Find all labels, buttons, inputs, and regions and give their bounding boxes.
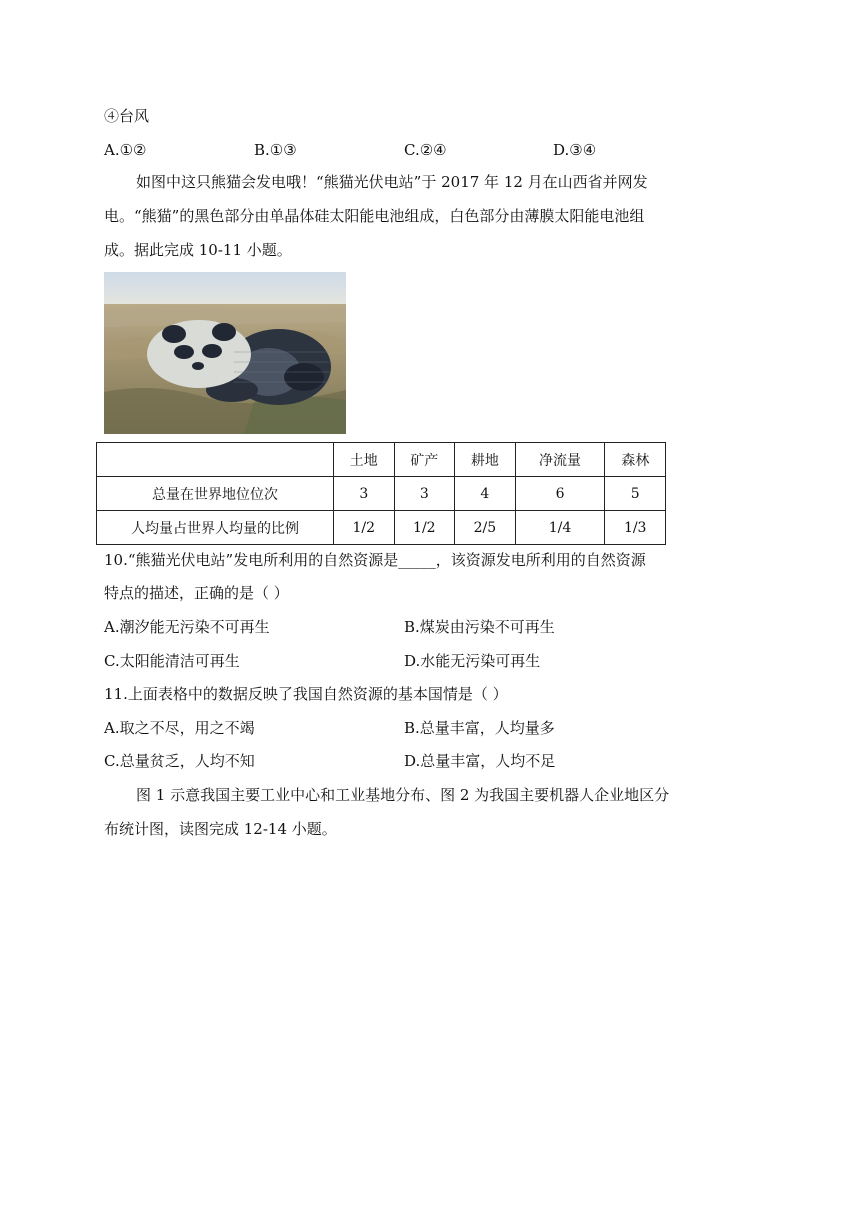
table-header-cell: 土地	[334, 443, 395, 477]
table-cell: 1/4	[515, 511, 605, 545]
table-row	[97, 477, 666, 511]
table-cell: 5	[605, 477, 666, 511]
table-header-cell: 耕地	[455, 443, 516, 477]
table-row-label: 总量在世界地位位次	[97, 477, 334, 511]
resource-table	[96, 442, 666, 545]
q11-option-a: A.取之不尽，用之不竭	[104, 719, 255, 737]
table-cell: 1/2	[334, 511, 395, 545]
q11-option-d: D.总量丰富，人均不足	[404, 752, 556, 770]
intro1-line1: 如图中这只熊猫会发电哦！“熊猫光伏电站”于 2017 年 12 月在山西省并网发	[136, 173, 648, 191]
table-row-label: 人均量占世界人均量的比例	[97, 511, 334, 545]
q10-option-a: A.潮汐能无污染不可再生	[104, 618, 270, 636]
table-header-cell: 矿产	[394, 443, 455, 477]
table-row	[97, 511, 666, 545]
intro2-line2: 布统计图，读图完成 12-14 小题。	[104, 820, 337, 838]
table-header-cell	[97, 443, 334, 477]
q11-stem: 11.上面表格中的数据反映了我国自然资源的基本国情是（ ）	[104, 685, 508, 703]
table-header-cell: 净流量	[515, 443, 605, 477]
q10-option-c: C.太阳能清洁可再生	[104, 652, 240, 670]
intro1-line3: 成。据此完成 10-11 小题。	[104, 241, 292, 259]
intro2-line1: 图 1 示意我国主要工业中心和工业基地分布、图 2 为我国主要机器人企业地区分	[136, 786, 670, 804]
q9-item-4: ④台风	[104, 107, 150, 125]
intro1-line2: 电。“熊猫”的黑色部分由单晶体硅太阳能电池组成，白色部分由薄膜太阳能电池组	[104, 207, 645, 225]
table-header-cell: 森林	[605, 443, 666, 477]
q10-stem-line2: 特点的描述，正确的是（ ）	[104, 584, 289, 602]
table-cell: 6	[515, 477, 605, 511]
q9-option-a: A.①②	[104, 141, 147, 159]
q10-option-d: D.水能无污染可再生	[404, 652, 541, 670]
q9-option-c: C.②④	[404, 141, 447, 159]
table-cell: 3	[394, 477, 455, 511]
q11-option-b: B.总量丰富，人均量多	[404, 719, 555, 737]
q9-option-d: D.③④	[553, 141, 597, 159]
table-cell: 4	[455, 477, 516, 511]
panda-solar-station-photo	[104, 272, 346, 434]
table-cell: 2/5	[455, 511, 516, 545]
q10-option-b: B.煤炭由污染不可再生	[404, 618, 555, 636]
q11-option-c: C.总量贫乏，人均不知	[104, 752, 255, 770]
q9-option-b: B.①③	[254, 141, 297, 159]
table-header-row	[97, 443, 666, 477]
table-cell: 3	[334, 477, 395, 511]
q10-stem-line1: 10.“熊猫光伏电站”发电所利用的自然资源是_____，该资源发电所利用的自然资源	[104, 551, 646, 569]
table-cell: 1/2	[394, 511, 455, 545]
table-cell: 1/3	[605, 511, 666, 545]
